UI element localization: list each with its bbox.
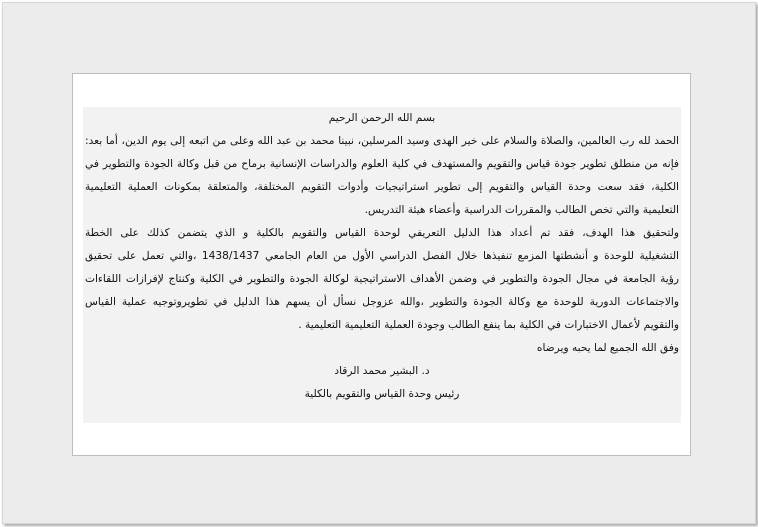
closing-line: وفق الله الجميع لما يحبه ويرضاه: [536, 342, 679, 354]
paragraph-line-6: التشغيلية للوحدة و أنشطتها المزمع تنفيذها خلال الفصل الدراسي الأول من العام الجامعي 1438/1437 ،والتي تعمل على تحقيق: [85, 250, 679, 262]
basmala-heading: بسم الله الرحمن الرحيم: [328, 112, 436, 124]
paragraph-line-2: فإنه من منطلق تطوير جودة قياس والتقويم والمستهدف في كلية العلوم والدراسات الإنسانية برماح من قبل وكالة الجودة والتطوير في: [85, 158, 679, 170]
paragraph-line-3: الكلية، فقد سعت وحدة القياس والتقويم إلى تطوير استراتيجيات وأدوات التقويم المختلفة، والمتعلقة بمكونات العملية التعليمية: [85, 181, 679, 193]
document-page: [72, 73, 691, 456]
paragraph-line-4: التعليمية والتي تخص الطالب والمقررات الدراسية وأعضاء هيئة التدريس.: [364, 204, 679, 216]
signature-name: د. البشير محمد الرقاد: [334, 365, 430, 377]
paragraph-line-1: الحمد لله رب العالمين، والصلاة والسلام على خير الهدى وسيد المرسلين، نبينا محمد بن عبد الله وعلى من اتبعه إلى يوم الدين، أما بعد:: [85, 135, 679, 147]
paragraph-line-7: رؤية الجامعة في مجال الجودة والتطوير في وضمن الأهداف الاستراتيجية لوكالة الجودة والتطوير في الكلية وكنتاج لإفرازات اللقاءات: [85, 273, 679, 285]
signature-title: رئيس وحدة القياس والتقويم بالكلية: [304, 388, 460, 400]
paragraph-line-8: والاجتماعات الدورية للوحدة مع وكالة الجودة والتطوير ،والله عزوجل نسأل أن يسهم هذا الدليل في تطويروتوجيه عملية القياس: [85, 296, 679, 308]
document-body: [83, 107, 681, 423]
document-frame: [2, 2, 756, 524]
paragraph-line-5: ولتحقيق هذا الهدف، فقد تم أعداد هذا الدليل التعريفي لوحدة القياس والتقويم بالكلية و الذي يتضمن كذلك على الخطة: [85, 227, 679, 239]
paragraph-line-9: والتقويم لأعمال الاختبارات في الكلية بما ينفع الطالب وجودة العملية التعليمية التعليمية .: [298, 319, 679, 331]
